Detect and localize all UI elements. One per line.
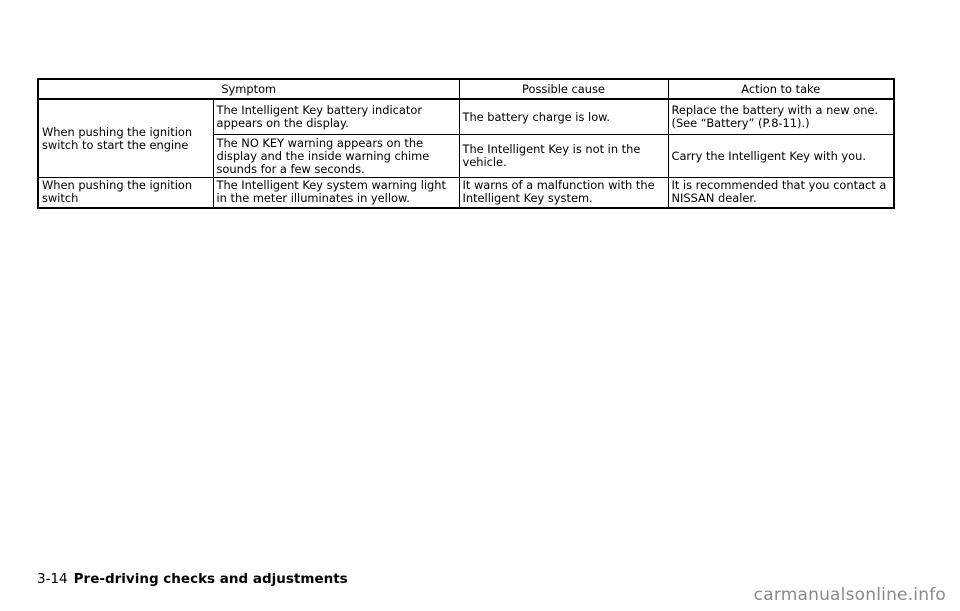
troubleshooting-table [37,78,895,209]
page-footer [37,571,348,587]
symptom-detail-cell: The Intelligent Key system warning light in the meter illuminates in yellow. [213,178,459,209]
table-header-row [38,79,894,99]
table-row [38,178,894,209]
table-row [38,99,894,135]
page-number: 3-14 [37,571,68,587]
possible-cause-cell: The battery charge is low. [459,99,668,135]
symptom-detail-cell: The NO KEY warning appears on the display and the inside warning chime sounds for a few seconds. [213,135,459,178]
header-action-to-take: Action to take [668,79,894,99]
header-possible-cause: Possible cause [459,79,668,99]
action-cell: Carry the Intelligent Key with you. [668,135,894,178]
possible-cause-cell: It warns of a malfunction with the Intelligent Key system. [459,178,668,209]
header-symptom: Symptom [38,79,459,99]
section-title: Pre-driving checks and adjustments [73,571,348,587]
symptom-detail-cell: The Intelligent Key battery indicator appears on the display. [213,99,459,135]
action-cell: It is recommended that you contact a NISSAN dealer. [668,178,894,209]
possible-cause-cell: The Intelligent Key is not in the vehicle. [459,135,668,178]
action-cell: Replace the battery with a new one. (See “Battery” (P.8-11).) [668,99,894,135]
symptom-cell: When pushing the ignition switch [38,178,213,209]
watermark-text: carmanualsonline.info [753,585,946,605]
symptom-cell: When pushing the ignition switch to start the engine [38,99,213,178]
